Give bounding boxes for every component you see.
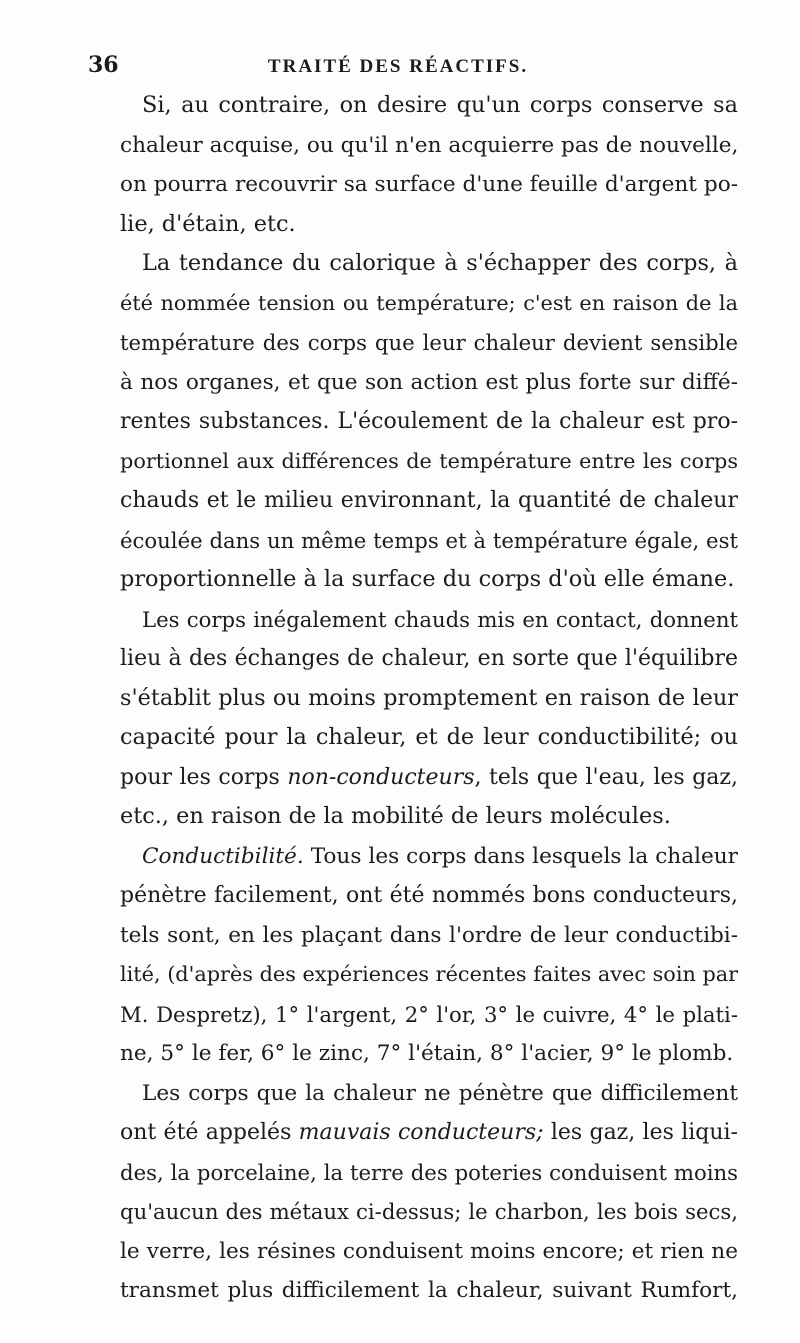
- text-fragment: tels sont, en les plaçant dans l'ordre de leur conductibi-: [120, 922, 738, 948]
- text-line: [120, 244, 738, 284]
- text-line: [120, 521, 738, 561]
- text-fragment: chauds et le milieu environnant, la quantité de chaleur: [120, 488, 738, 513]
- text-fragment: portionnel aux différences de température entre les corps: [120, 448, 738, 473]
- text-line: [120, 481, 738, 521]
- text-line: [120, 442, 738, 482]
- text-fragment: à nos organes, et que son action est plus forte sur diffé-: [120, 369, 738, 395]
- text-fragment: , tels que l'eau, les gaz,: [474, 764, 739, 790]
- text-line: [120, 600, 738, 640]
- text-fragment: température des corps que leur chaleur devient sensible: [120, 330, 738, 355]
- text-line: [120, 165, 738, 205]
- page-number: 36: [88, 52, 119, 78]
- text-line: [120, 876, 738, 916]
- text-fragment: été nommée tension ou température; c'est en raison de la: [120, 290, 738, 315]
- text-fragment: transmet plus difficilement la chaleur, suivant Rumfort,: [120, 1278, 738, 1303]
- text-fragment: qu'aucun des métaux ci-dessus; le charbon, les bois secs,: [120, 1199, 738, 1224]
- text-fragment: les gaz, les liqui-: [543, 1120, 738, 1145]
- text-fragment: lieu à des échanges de chaleur, en sorte que l'équilibre: [120, 646, 738, 671]
- text-fragment: lité, (d'après des expériences récentes faites avec soin par: [120, 962, 739, 986]
- text-line: [120, 1192, 738, 1232]
- italic-text: non-conducteurs: [287, 764, 475, 790]
- text-fragment: le verre, les résines conduisent moins encore; et rien ne: [120, 1238, 738, 1264]
- running-title: TRAITÉ DES RÉACTIFS.: [267, 56, 529, 77]
- text-fragment: capacité pour la chaleur, et de leur conductibilité; ou: [120, 724, 738, 750]
- text-fragment: ont été appelés: [120, 1120, 299, 1145]
- text-line: [120, 837, 738, 877]
- text-line: [120, 363, 738, 403]
- text-line: [120, 205, 738, 245]
- italic-text: mauvais conducteurs;: [298, 1120, 544, 1145]
- text-line: [120, 402, 738, 442]
- text-fragment: etc., en raison de la mobilité de leurs molécules.: [120, 803, 671, 829]
- page-header: [78, 52, 718, 86]
- text-fragment: lie, d'étain, etc.: [120, 210, 296, 237]
- text-fragment: des, la porcelaine, la terre des poteries conduisent moins: [120, 1159, 738, 1185]
- text-fragment: pénètre facilement, ont été nommés bons conducteurs,: [120, 883, 738, 908]
- text-fragment: Tous les corps dans lesquels la chaleur: [303, 843, 738, 869]
- body-text: [120, 86, 738, 1311]
- text-line: [120, 1153, 738, 1193]
- text-fragment: on pourra recouvrir sa surface d'une feuille d'argent po-: [120, 172, 738, 197]
- text-fragment: Les corps que la chaleur ne pénètre que difficilement: [142, 1080, 738, 1106]
- text-line: [120, 126, 738, 166]
- text-line: [120, 718, 738, 758]
- text-fragment: rentes substances. L'écoulement de la chaleur est pro-: [120, 409, 738, 434]
- text-fragment: chaleur acquise, ou qu'il n'en acquierre pas de nouvelle,: [120, 132, 739, 158]
- text-line: [120, 1232, 738, 1272]
- text-line: [120, 639, 738, 679]
- text-fragment: s'établit plus ou moins promptement en raison de leur: [120, 684, 738, 711]
- text-fragment: ne, 5° le fer, 6° le zinc, 7° l'étain, 8° l'acier, 9° le plomb.: [120, 1041, 734, 1066]
- text-line: [120, 797, 738, 837]
- text-fragment: Les corps inégalement chauds mis en contact, donnent: [142, 606, 738, 632]
- text-line: [120, 323, 738, 363]
- text-fragment: La tendance du calorique à s'échapper des corps, à: [142, 250, 738, 276]
- text-fragment: écoulée dans un même temps et à température égale, est: [120, 527, 738, 553]
- italic-text: Conductibilité.: [142, 843, 304, 869]
- text-line: [120, 955, 738, 995]
- text-line: [120, 995, 738, 1035]
- text-line: [120, 560, 738, 600]
- text-fragment: pour les corps: [120, 764, 288, 790]
- text-line: [120, 1271, 738, 1311]
- text-line: [120, 86, 738, 126]
- text-line: [120, 916, 738, 956]
- text-line: [120, 284, 738, 324]
- text-line: [120, 758, 738, 798]
- text-fragment: Si, au contraire, on desire qu'un corps conserve sa: [142, 92, 738, 118]
- text-fragment: proportionnelle à la surface du corps d'où elle émane.: [120, 566, 735, 592]
- text-line: [120, 1034, 738, 1074]
- text-fragment: M. Despretz), 1° l'argent, 2° l'or, 3° le cuivre, 4° le plati-: [120, 1001, 738, 1027]
- text-line: [120, 1113, 738, 1153]
- text-line: [120, 1074, 738, 1114]
- text-line: [120, 679, 738, 719]
